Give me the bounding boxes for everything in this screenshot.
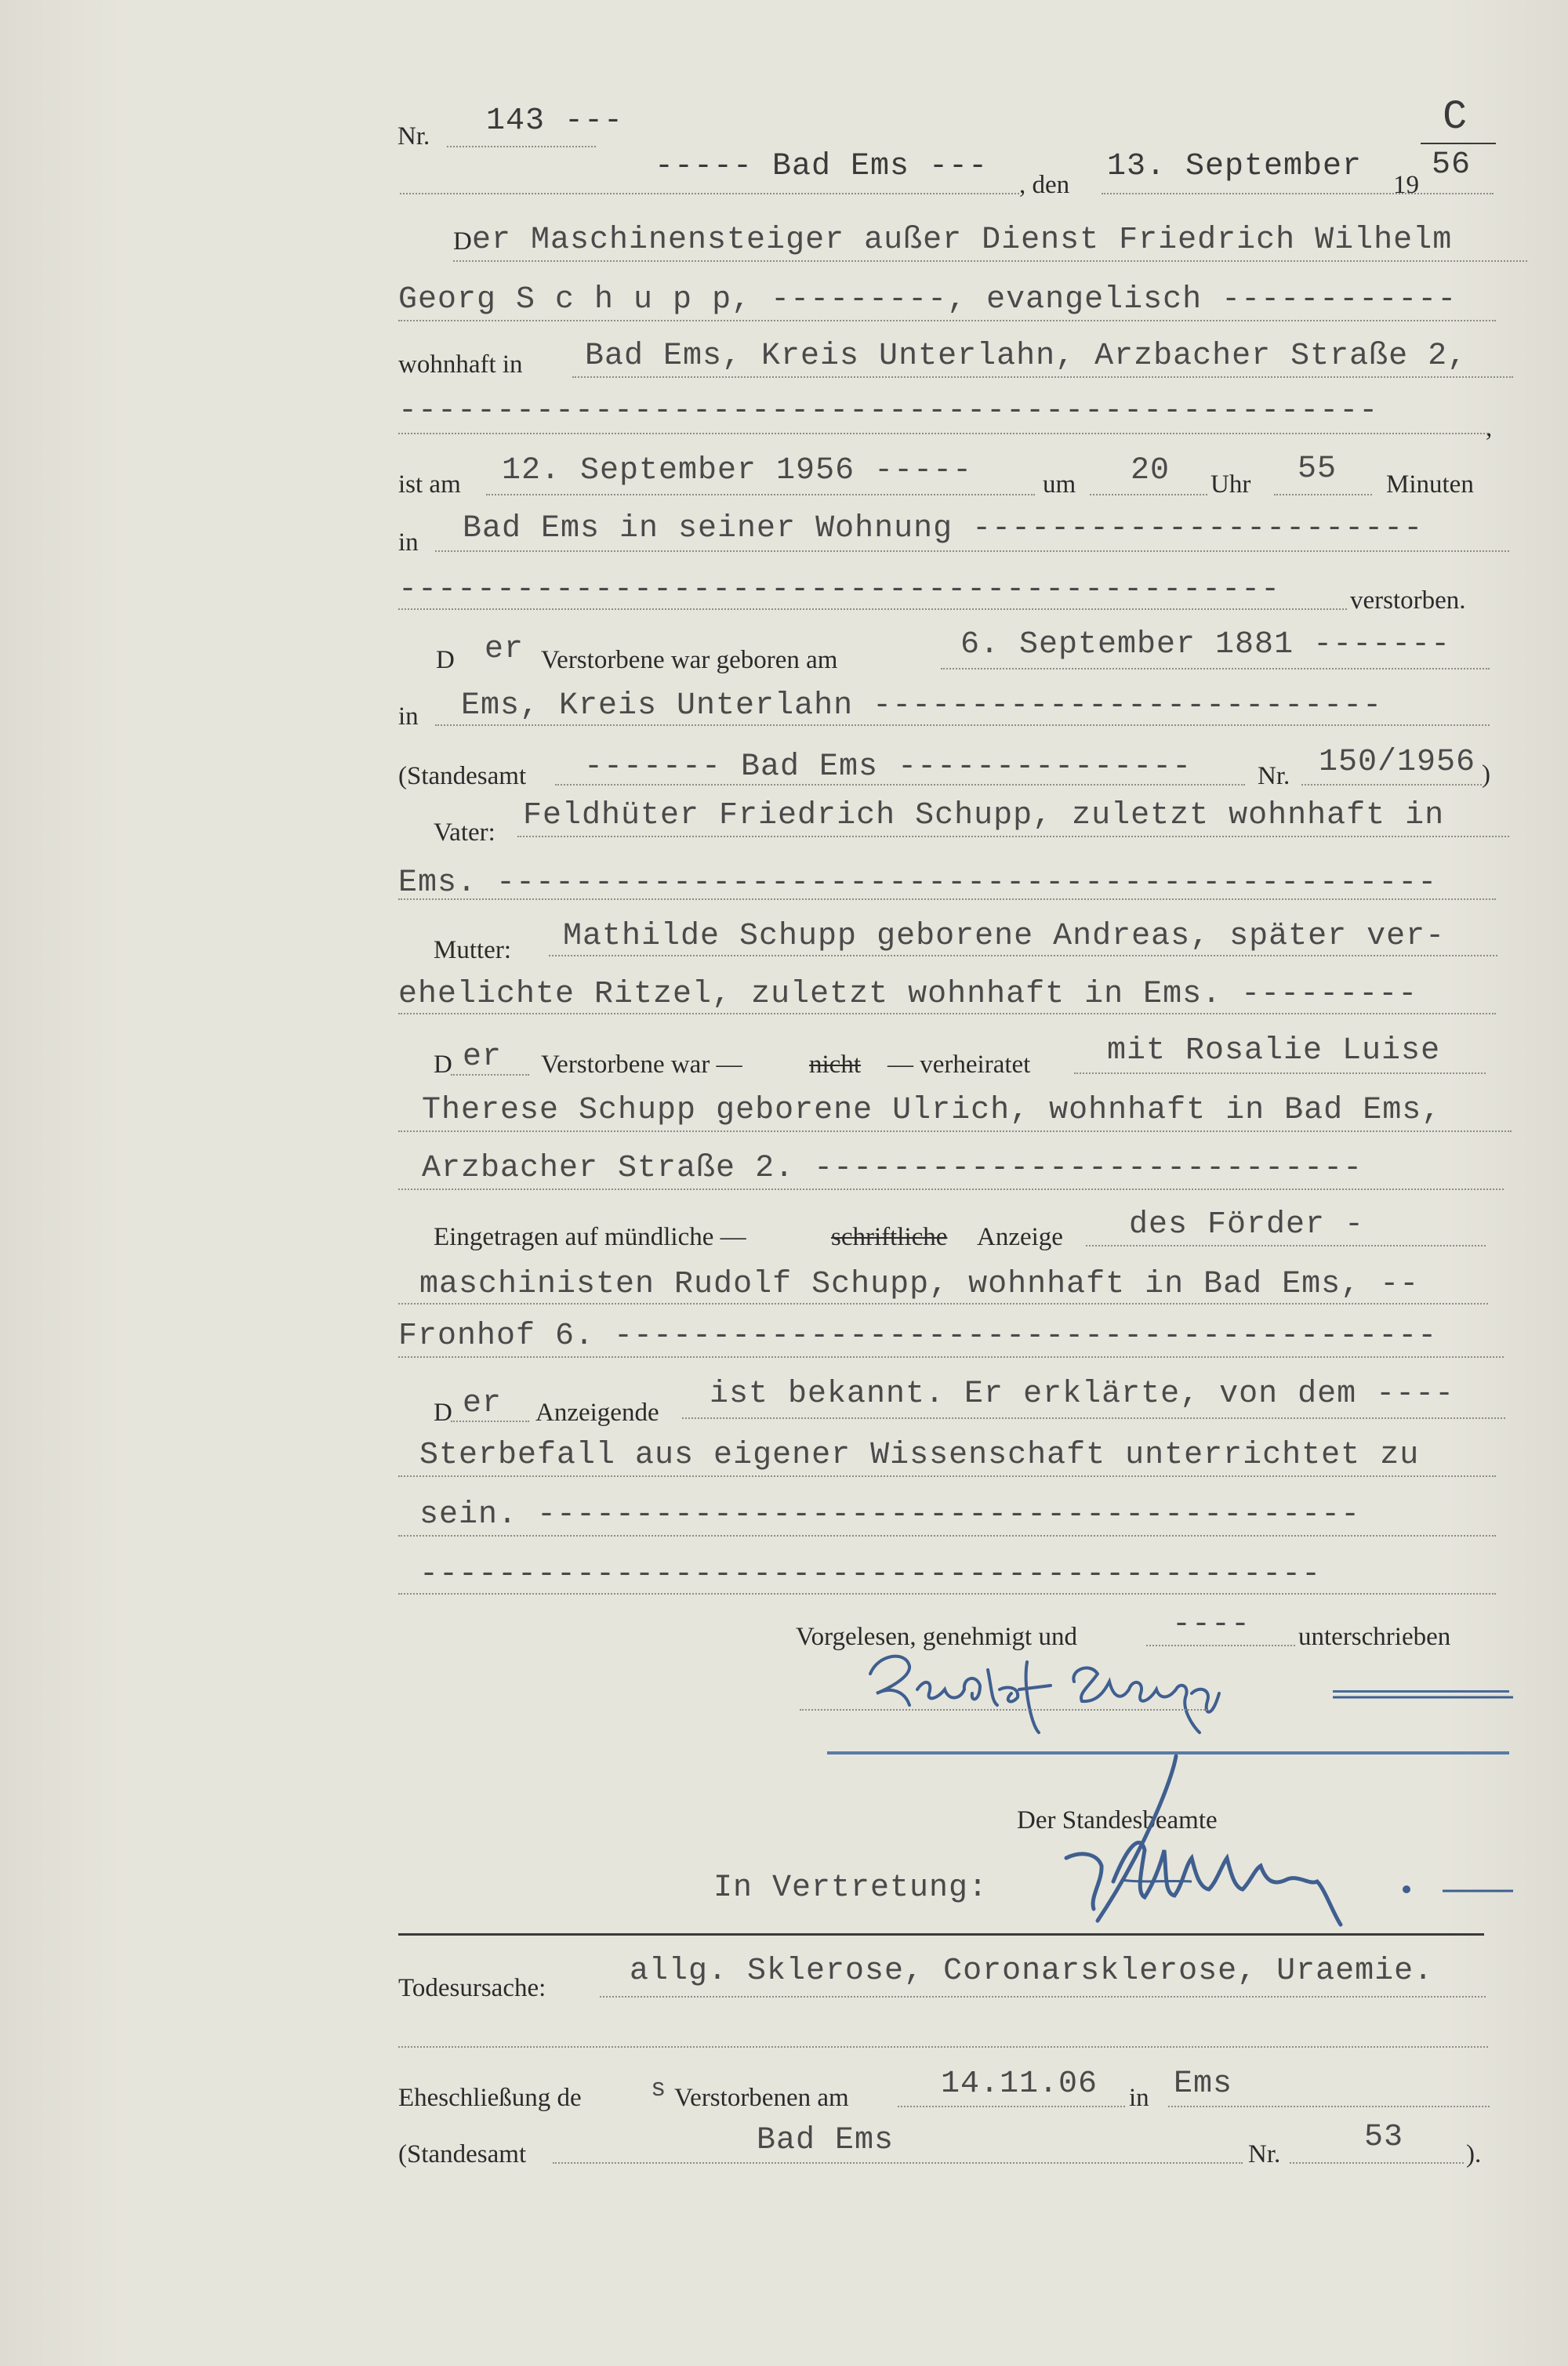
birth-register-nr: 150/1956 [1319,745,1476,780]
dotted-line [1290,2162,1464,2164]
dotted-line [451,1421,529,1422]
corner-underline [1421,143,1496,144]
dotted-line [1102,193,1494,194]
dotted-line [398,1475,1496,1477]
nr-label: Nr. [397,122,430,151]
dotted-line [453,260,1527,262]
dotted-line [398,608,1347,610]
vorgelesen-label: Vorgelesen, genehmigt und [796,1623,1077,1651]
standesamt-label: (Standesamt [398,2140,527,2168]
paren-close: ) [1482,760,1490,789]
informant-line-2: maschinisten Rudolf Schupp, wohnhaft in Bad Ems, -- [419,1267,1420,1302]
dotted-line [398,1013,1496,1014]
dotted-line [398,1356,1504,1358]
gender-suffix: er [485,632,524,667]
corner-letter: C [1443,94,1468,140]
mutter-line-1: Mathilde Schupp geborene Andreas, später ver- [563,919,1446,954]
address-line-2: -------------------------------------------------- [398,394,1379,429]
dotted-line [398,2046,1488,2048]
vater-line-2: Ems. ------------------------------------------------ [398,865,1438,901]
death-date: 12. September 1956 ----- [502,453,973,488]
dotted-line [398,1130,1512,1132]
vater-line-1: Feldhüter Friedrich Schupp, zuletzt wohnhaft in [523,798,1445,833]
todesursache-label: Todesursache: [398,1974,546,2002]
standesamt-label: (Standesamt [398,762,527,790]
paren-close: ). [1466,2140,1482,2168]
schriftliche-struck: schriftliche [831,1223,948,1251]
gender-suffix: er [463,1386,503,1421]
signature-line-ink [827,1751,1509,1755]
marriage-register-nr: 53 [1364,2120,1404,2155]
marriage-place: Ems [1174,2067,1233,2102]
declaration-line-2: Sterbefall aus eigener Wissenschaft unterrichtet zu [419,1438,1420,1473]
dotted-line [398,1188,1504,1190]
verheiratet-label-a: Verstorbene war — [541,1051,742,1079]
spouse-line-2: Therese Schupp geborene Ulrich, wohnhaft in Bad Ems, [422,1093,1442,1128]
geboren-label: Verstorbene war geboren am [541,646,838,674]
nr-label: Nr. [1258,762,1290,790]
dotted-line [398,898,1496,900]
mutter-line-2: ehelichte Ritzel, zuletzt wohnhaft in Ems. --------- [398,977,1418,1012]
dotted-line [398,1535,1496,1537]
dotted-line [1274,494,1372,495]
dotted-line [941,668,1490,670]
uhr-label: Uhr [1210,470,1251,499]
verstorben-label: verstorben. [1350,586,1466,615]
dotted-line [517,836,1509,837]
den-label: , den [1019,171,1070,199]
vater-label: Vater: [434,818,495,847]
dotted-line [398,1593,1496,1595]
mutter-label: Mutter: [434,936,511,964]
signature-line-ink [1333,1690,1509,1693]
year-suffix: 56 [1432,147,1472,183]
anzeigende-label: Anzeigende [535,1399,659,1427]
death-minutes: 55 [1298,452,1338,487]
in-vertretung: In Vertretung: [713,1871,989,1906]
vorgelesen-fill: ---- [1172,1607,1251,1642]
eheschliessung-s: s [651,2074,667,2103]
unterschrieben-label: unterschrieben [1298,1623,1451,1651]
declaration-line-3: sein. ------------------------------------------ [419,1497,1361,1533]
dotted-line [1086,1245,1486,1247]
address-end: , [1486,414,1493,442]
informant-line-1: des Förder - [1129,1207,1365,1243]
eheschliessung-label-b: Verstorbenen am [674,2084,849,2112]
spouse-line-3: Arzbacher Straße 2. ---------------------------- [422,1151,1363,1186]
deceased-line-1: er Maschinensteiger außer Dienst Friedrich Wilhelm [472,223,1453,258]
dotted-line [898,2106,1125,2107]
dotted-line [555,784,1245,786]
death-place-1: Bad Ems in seiner Wohnung ----------------------- [463,511,1424,546]
ist-am-label: ist am [398,470,461,499]
dotted-line [600,1996,1486,1998]
registrar-signature [1004,1756,1521,1936]
eheschliessung-label-a: Eheschließung de [398,2084,582,2112]
section-divider [398,1933,1484,1936]
minuten-label: Minuten [1386,470,1474,499]
dotted-line [1074,1072,1486,1074]
dotted-line [435,724,1490,726]
d-prefix: D [453,227,472,256]
dotted-line [1301,784,1482,786]
d-prefix: D [434,1051,452,1079]
d-prefix: D [434,1399,452,1427]
spouse-line-1: mit Rosalie Luise [1107,1033,1441,1069]
dotted-line [572,376,1513,378]
dotted-line [398,1303,1488,1305]
birth-in-label: in [398,702,419,731]
standesbeamte-label: Der Standesbeamte [1017,1806,1218,1834]
dotted-line [400,193,1019,194]
birth-place: Ems, Kreis Unterlahn -------------------------- [461,688,1383,724]
gender-suffix: er [463,1040,503,1075]
year-prefix: 19 [1393,171,1419,199]
dotted-line [398,433,1488,434]
marriage-date: 14.11.06 [941,2067,1098,2102]
informant-line-3: Fronhof 6. ------------------------------------------ [398,1319,1438,1354]
marriage-standesamt: Bad Ems [757,2123,895,2158]
dotted-line [549,955,1497,956]
um-label: um [1043,470,1076,499]
dotted-line [447,146,596,147]
informant-signature [862,1646,1301,1740]
d-prefix: D [436,646,455,674]
cause-of-death: allg. Sklerose, Coronarsklerose, Uraemie. [630,1954,1434,1989]
dotted-line [451,1074,529,1076]
death-place-2: --------------------------------------------- [398,572,1281,608]
verheiratet-label-b: — verheiratet [887,1051,1031,1079]
dotted-line [682,1417,1505,1419]
dotted-line [553,2162,1243,2164]
register-number: 143 --- [486,103,624,139]
declaration-line-1: ist bekannt. Er erklärte, von dem ---- [710,1377,1455,1412]
wohnhaft-label: wohnhaft in [398,350,523,379]
address-line-1: Bad Ems, Kreis Unterlahn, Arzbacher Straße 2, [585,339,1468,374]
eingetragen-label-a: Eingetragen auf mündliche — [434,1223,746,1251]
birth-date: 6. September 1881 ------- [960,627,1451,662]
dotted-line [800,1709,1207,1711]
birth-standesamt: ------- Bad Ems --------------- [584,749,1192,785]
death-hour: 20 [1131,453,1171,488]
declaration-line-4: ---------------------------------------------- [419,1557,1322,1592]
dotted-line [486,494,1035,495]
dotted-line [435,550,1509,552]
deceased-line-2: Georg S c h u p p, ---------, evangelisch ------------ [398,282,1457,318]
marriage-in-label: in [1129,2084,1149,2112]
nr-label: Nr. [1248,2140,1281,2168]
nicht-struck: nicht [809,1051,861,1079]
registration-date: 13. September [1107,149,1363,184]
death-in-label: in [398,528,419,557]
dotted-line [1168,2106,1490,2107]
place-of-registration: ----- Bad Ems --- [655,149,989,184]
anzeige-label: Anzeige [977,1223,1063,1251]
dotted-line [398,320,1496,321]
dotted-line [1090,494,1207,495]
